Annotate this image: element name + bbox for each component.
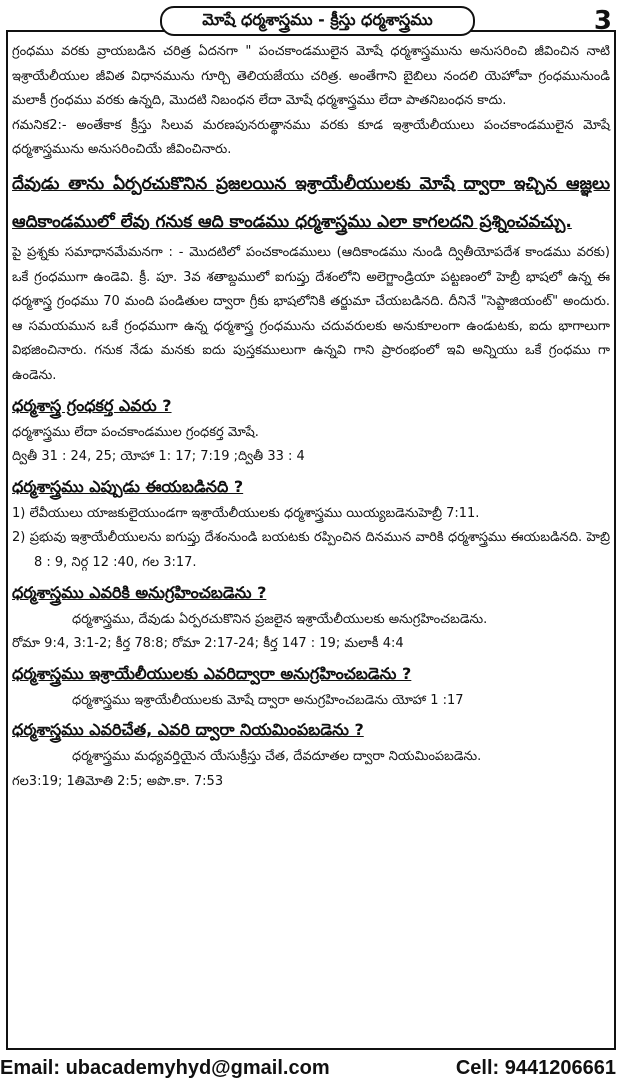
heading-through-whom: ధర్మశాస్త్రము ఇశ్రాయేలీయులకు ఎవరిద్వారా అనుగ్రహించబడెను ? [12,663,412,683]
page-number: 3 [593,6,612,36]
list-item: 1) లేవీయులు యాజకులైయుండగా ఇశ్రాయేలీయులకు ధర్మశాస్త్రము యియ్యబడెనుహెబ్రీ 7:11. [12,505,480,521]
heading-to-whom: ధర్మశాస్త్రము ఎవరికి అనుగ్రహించబడెను ? [12,582,267,602]
page-content [12,40,610,794]
footer-cell[interactable]: Cell: 9441206661 [455,1056,616,1079]
heading-when-given: ధర్మశాస్త్రము ఎప్పుడు ఈయబడినది ? [12,476,244,496]
heading-main-question: దేవుడు తాను ఏర్పరచుకొనిన ప్రజలయిన ఇశ్రాయేలీయులకు మోషే ద్వారా ఇచ్చిన ఆజ్ఞలు ఆదికాండములో లేవు గనుక ఆది కాండము ధర్మశాస్త్రము ఎలా కాగలదని ప్రశ్నించవచ్చు. [12,173,610,232]
reference-author: ద్వితీ 31 : 24, 25; యోహా 1: 17; 7:19 ;ద్వితీ 33 : 4 [12,449,305,465]
paragraph-answer: పై ప్రశ్నకు సమాధానమేమనగా : - మొదటిలో పంచకాండములు (ఆదికాండము నుండి ద్వితీయోపదేశ కాండము వరకు) ఒకే గ్రంధముగా ఉండెవి. క్రీ. పూ. 3వ శతాబ్దములో ఐగుప్తు దేశంలోని అలెగ్జాండ్రియా పట్టణంలో హెబ్రీ భాషలో ఉన్న ఈ ధర్మశాస్త్ర గ్రంధము 70 మంది పండితుల ద్వారా గ్రీకు భాషలోనికి తర్జుమా చేయబడినది. దీనినే "సెప్టాజియంట్" అందురు. ఆ సమయమున ఒకే గ్రంధముగా ఉన్న ధర్మశాస్త్ర గ్రంధమును చదువరులకు అనుకూలంగా ఉండుటకు, ఐదు భాగాలుగా విభజించినారు. గనుక నేడు మనకు ఐదు పుస్తకములుగా ఉన్నవి గాని ప్రారంభంలో ఇవి అన్నియు ఒకే గ్రంధము గా ఉండెను. [12,244,610,383]
footer-email[interactable]: Email: ubacademyhyd@gmail.com [0,1056,330,1079]
line-to-whom: ధర్మశాస్త్రము, దేవుడు ఏర్పరచుకొనిన ప్రజలైన ఇశ్రాయేలీయులకు అనుగ్రహించబడెను. [72,611,488,627]
line-author: ధర్మశాస్త్రము లేదా పంచకాండముల గ్రంధకర్త మోషే. [12,424,259,440]
paragraph-history: గ్రంధము వరకు వ్రాయబడిన చరిత్ర ఏదనగా " పంచకాండములైన మోషే ధర్మశాస్త్రమును అనుసరించి జీవించిన నాటి ఇశ్రాయేలీయుల జీవిత విధానమును గూర్చి తెలియజేయు చరిత్ర. అంతేగాని బైబిలు నందలి యెహోవా గ్రంధమునుండి మలాకీ గ్రంధము వరకు ఉన్నది, మొదటి నిబంధన లేదా మోషే ధర్మశాస్త్రము లేదా పాతనిబంధన కాదు. [12,44,610,109]
reference-ordained-by: గల3:19; 1తిమోతి 2:5; అపొ.కా. 7:53 [12,773,224,789]
line-ordained-by: ధర్మశాస్త్రము మధ్యవర్తియైన యేసుక్రీస్తు చేత, దేవదూతల ద్వారా నియమింపబడెను. [72,749,482,765]
page-header-title: మోషే ధర్మశాస్త్రము - క్రీస్తు ధర్మశాస్త్రము [160,6,475,36]
list-when-given [12,502,610,576]
list-item: 2) ప్రభువు ఇశ్రాయేలీయులను ఐగుప్తు దేశంనుండి బయటకు రప్పించిన దినమున వారికి ధర్మశాస్త్రము ఈయబడినది. హెబ్రి 8 : 9, నిర్గ 12 :40, గల 3:17. [12,530,610,570]
paragraph-note2: గమనిక2:- అంతేకాక క్రీస్తు సిలువ మరణపునరుత్థానము వరకు కూడ ఇశ్రాయేలీయులు పంచకాండములైన మోషే ధర్మశాస్త్రమును అనుసరించియే జీవించినారు. [12,117,610,158]
heading-author: ధర్మశాస్త్ర గ్రంధకర్త ఎవరు ? [12,395,172,415]
line-through-whom: ధర్మశాస్త్రము ఇశ్రాయేలీయులకు మోషే ద్వారా అనుగ్రహించబడెను యోహా 1 :17 [72,692,464,708]
footer [0,1053,626,1083]
reference-to-whom: రోమా 9:4, 3:1-2; కీర్త 78:8; రోమా 2:17-24; కీర్త 147 : 19; మలాకీ 4:4 [12,636,404,652]
heading-ordained-by: ధర్మశాస్త్రము ఎవరిచేత, ఎవరి ద్వారా నియమింపబడెను ? [12,720,364,740]
